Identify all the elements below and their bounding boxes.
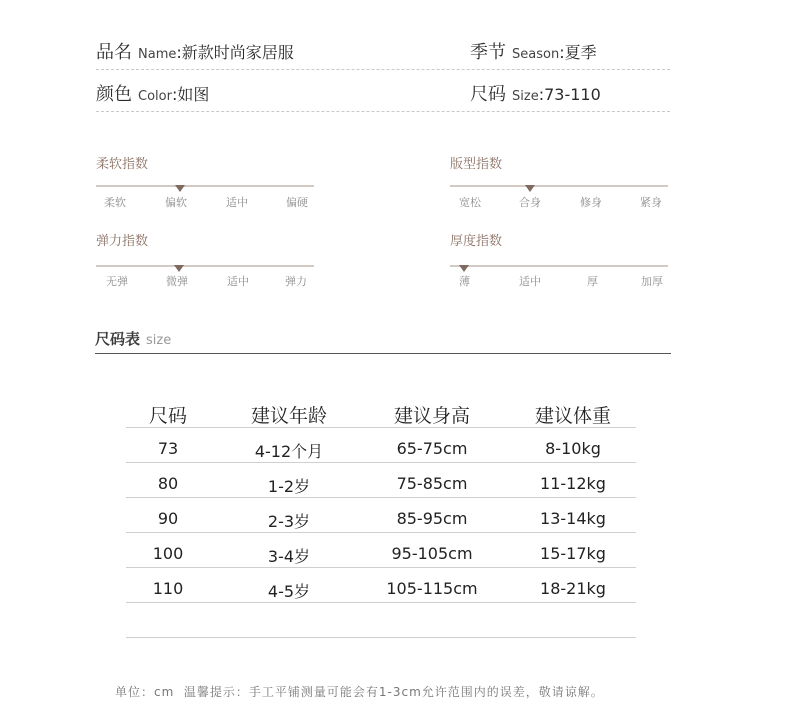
thickness-title: 厚度指数 bbox=[450, 234, 503, 249]
fit-option: 宽松 bbox=[459, 196, 481, 209]
softness-track bbox=[96, 185, 314, 187]
thickness-marker bbox=[459, 265, 469, 272]
table-cell: 65-75cm bbox=[396, 439, 468, 458]
product-name-en: Name bbox=[138, 47, 177, 62]
table-cell: 110 bbox=[152, 579, 184, 598]
colon: : bbox=[559, 43, 565, 62]
table-cell: 1-2岁 bbox=[267, 477, 311, 496]
row-divider bbox=[126, 602, 636, 603]
row-divider bbox=[126, 497, 636, 498]
season-label: 季节 bbox=[470, 42, 506, 63]
table-cell: 8-10kg bbox=[545, 439, 601, 458]
size-table-title-en: size bbox=[146, 333, 172, 348]
thickness-option: 厚 bbox=[587, 275, 598, 288]
elasticity-option: 微弹 bbox=[166, 275, 188, 288]
softness-marker bbox=[175, 185, 185, 192]
colon: : bbox=[176, 43, 182, 62]
color-value: 如图 bbox=[177, 85, 210, 104]
table-cell: 4-5岁 bbox=[267, 582, 311, 601]
row-divider bbox=[126, 427, 636, 428]
divider bbox=[96, 111, 670, 112]
product-name bbox=[96, 38, 294, 64]
table-cell: 105-115cm bbox=[386, 579, 478, 598]
thickness-track bbox=[450, 265, 668, 267]
divider bbox=[96, 69, 670, 70]
color-en: Color bbox=[138, 89, 172, 104]
season-en: Season bbox=[512, 47, 560, 62]
table-cell: 85-95cm bbox=[396, 509, 468, 528]
fit-option: 合身 bbox=[519, 196, 541, 209]
elasticity-option: 弹力 bbox=[285, 275, 307, 288]
thickness-option: 加厚 bbox=[641, 275, 663, 288]
elasticity-option: 无弹 bbox=[106, 275, 128, 288]
colon: : bbox=[538, 85, 545, 104]
row-divider bbox=[126, 567, 636, 568]
table-cell: 13-14kg bbox=[540, 509, 606, 528]
fit-title: 版型指数 bbox=[450, 157, 503, 172]
table-cell: 18-21kg bbox=[540, 579, 606, 598]
table-cell: 3-4岁 bbox=[267, 547, 311, 566]
product-name-label: 品名 bbox=[96, 42, 132, 63]
table-bottom-line bbox=[126, 637, 636, 638]
size-table-title: 尺码表 bbox=[95, 330, 141, 348]
season bbox=[470, 38, 597, 64]
softness-option: 柔软 bbox=[104, 196, 126, 209]
season-value: 夏季 bbox=[564, 43, 597, 62]
table-cell: 73 bbox=[157, 439, 179, 458]
thickness-option: 薄 bbox=[459, 275, 470, 288]
elasticity-marker bbox=[174, 265, 184, 272]
thickness-option: 适中 bbox=[519, 275, 541, 288]
table-header: 建议年龄 bbox=[250, 405, 327, 427]
size-range-value: 73-110 bbox=[544, 85, 601, 104]
color bbox=[96, 80, 209, 106]
table-cell: 15-17kg bbox=[540, 544, 606, 563]
size-range-label: 尺码 bbox=[470, 84, 506, 105]
softness-option: 偏硬 bbox=[286, 196, 308, 209]
elasticity-track bbox=[96, 265, 314, 267]
product-name-value: 新款时尚家居服 bbox=[181, 43, 294, 62]
size-range bbox=[470, 80, 601, 106]
fit-track bbox=[450, 185, 668, 187]
table-header: 建议身高 bbox=[393, 405, 470, 427]
table-header: 尺码 bbox=[148, 405, 187, 427]
section-divider bbox=[95, 353, 671, 354]
table-cell: 95-105cm bbox=[391, 544, 473, 563]
table-cell: 75-85cm bbox=[396, 474, 468, 493]
softness-option: 偏软 bbox=[165, 196, 187, 209]
elasticity-option: 适中 bbox=[227, 275, 249, 288]
fit-option: 修身 bbox=[580, 196, 602, 209]
size-range-en: Size bbox=[512, 89, 539, 104]
row-divider bbox=[126, 462, 636, 463]
table-cell: 11-12kg bbox=[540, 474, 606, 493]
fit-option: 紧身 bbox=[640, 196, 662, 209]
size-table-heading bbox=[95, 328, 171, 349]
fit-marker bbox=[525, 185, 535, 192]
table-cell: 100 bbox=[152, 544, 184, 563]
elasticity-title: 弹力指数 bbox=[96, 234, 149, 249]
colon: : bbox=[171, 85, 178, 104]
table-cell: 90 bbox=[157, 509, 179, 528]
measurement-note: 单位：cm 温馨提示：手工平铺测量可能会有1-3cm允许范围内的误差，敬请谅解。 bbox=[115, 685, 604, 699]
softness-title: 柔软指数 bbox=[96, 157, 149, 172]
softness-option: 适中 bbox=[226, 196, 248, 209]
color-label: 颜色 bbox=[96, 84, 132, 105]
table-cell: 4-12个月 bbox=[254, 442, 324, 461]
table-header: 建议体重 bbox=[534, 405, 611, 427]
row-divider bbox=[126, 532, 636, 533]
table-cell: 80 bbox=[157, 474, 179, 493]
table-cell: 2-3岁 bbox=[267, 512, 311, 531]
